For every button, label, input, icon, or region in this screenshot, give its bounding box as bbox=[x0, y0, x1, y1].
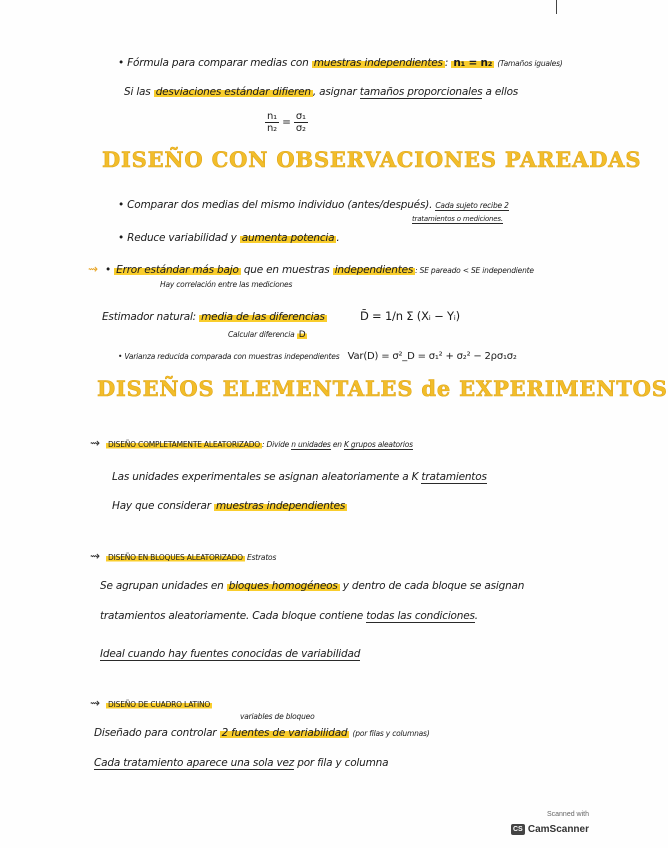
highlight-lower-se: Error estándar más bajo bbox=[116, 264, 239, 276]
latino-line-1: Diseñado para controlar 2 fuentes de variabilidad (por filas y columnas) bbox=[94, 727, 430, 739]
squiggle-arrow-icon: ⇝ bbox=[90, 696, 100, 710]
variance-formula: Var(D) = σ²_D = σ₁² + σ₂² − 2ρσ₁σ₂ bbox=[347, 351, 517, 362]
paired-bullet-3: ⇝ • Error estándar más bajo que en muestras independientes : SE pareado < SE independiente bbox=[88, 262, 534, 276]
latino-heading bbox=[90, 696, 212, 710]
section-title-elementary: DISEÑOS ELEMENTALES de EXPERIMENTOS bbox=[97, 376, 668, 401]
section-title-paired: DISEÑO CON OBSERVACIONES PAREADAS bbox=[102, 147, 642, 172]
formula-line-1: • Fórmula para comparar medias con muestras independientes : n₁ = n₂ (Tamaños iguales) bbox=[118, 57, 563, 69]
squiggle-arrow-icon: ⇝ bbox=[90, 436, 100, 450]
equal-sizes-formula: n₁ = n₂ bbox=[453, 57, 493, 69]
bloques-heading: ⇝ DISEÑO EN BLOQUES ALEATORIZADO Estratos bbox=[90, 549, 277, 563]
bloques-line-3: Ideal cuando hay fuentes conocidas de variabilidad bbox=[100, 648, 361, 660]
page-edge-mark bbox=[556, 0, 557, 14]
highlight-mean-differences: media de las diferencias bbox=[201, 311, 325, 323]
estimator-sub: Calcular diferencia D bbox=[228, 330, 306, 340]
bloques-line-2: tratamientos aleatoriamente. Cada bloque contiene todas las condiciones. bbox=[100, 610, 478, 622]
highlight-homogeneous: bloques homogéneos bbox=[228, 580, 338, 592]
ratio-formula: $\frac{\text{n₁}}{\text{n₂}}$ = $\frac{\text{σ₁}}{\text{σ₂}}$ bbox=[267, 111, 306, 134]
highlight-two-sources: 2 fuentes de variabilidad bbox=[221, 727, 348, 739]
latino-note: variables de bloqueo bbox=[240, 712, 315, 721]
squiggle-arrow-icon: ⇝ bbox=[88, 262, 98, 276]
completo-line-2: Las unidades experimentales se asignan aleatoriamente a K tratamientos bbox=[112, 471, 487, 483]
completo-line-3: Hay que considerar muestras independientes bbox=[112, 500, 346, 512]
camscanner-logo-icon: CS bbox=[511, 824, 525, 835]
highlight-bloques: DISEÑO EN BLOQUES ALEATORIZADO bbox=[108, 553, 243, 562]
paired-bullet-1-cont: tratamientos o mediciones. bbox=[412, 215, 503, 223]
variance-line: • Varianza reducida comparada con muestras independientes Var(D) = σ²_D = σ₁² + σ₂² − 2ρσ₁σ₂ bbox=[118, 351, 517, 362]
highlight-power: aumenta potencia bbox=[241, 232, 335, 244]
estimator-formula: D̄ = 1/n Σ (Xᵢ − Yᵢ) bbox=[359, 309, 460, 323]
highlight-independent: muestras independientes bbox=[215, 500, 346, 512]
highlight-latino: DISEÑO DE CUADRO LATINO bbox=[108, 700, 211, 709]
squiggle-arrow-icon: ⇝ bbox=[90, 549, 100, 563]
latino-line-2: Cada tratamiento aparece una sola vez por fila y columna bbox=[94, 757, 389, 769]
formula-line-2: Si las desviaciones estándar difieren , asignar tamaños proporcionales a ellos bbox=[124, 86, 519, 98]
highlight-std-differ: desviaciones estándar difieren bbox=[155, 86, 311, 98]
bloques-line-1: Se agrupan unidades en bloques homogéneos y dentro de cada bloque se asignan bbox=[100, 580, 525, 592]
paired-bullet-2: • Reduce variabilidad y aumenta potencia . bbox=[118, 232, 340, 244]
highlight-independent-samples: muestras independientes bbox=[313, 57, 443, 69]
completo-heading: ⇝ DISEÑO COMPLETAMENTE ALEATORIZADO : Divide n unidades en K grupos aleatorios bbox=[90, 436, 413, 450]
camscanner-badge: Scanned with CS CamScanner bbox=[511, 811, 589, 836]
paired-bullet-3-sub: Hay correlación entre las mediciones bbox=[160, 280, 293, 289]
paired-bullet-1: • Comparar dos medias del mismo individuo (antes/después). Cada sujeto recibe 2 bbox=[118, 199, 509, 211]
estimator-line: Estimador natural: media de las diferencias D̄ = 1/n Σ (Xᵢ − Yᵢ) bbox=[102, 309, 460, 323]
highlight-completo: DISEÑO COMPLETAMENTE ALEATORIZADO bbox=[108, 440, 260, 449]
